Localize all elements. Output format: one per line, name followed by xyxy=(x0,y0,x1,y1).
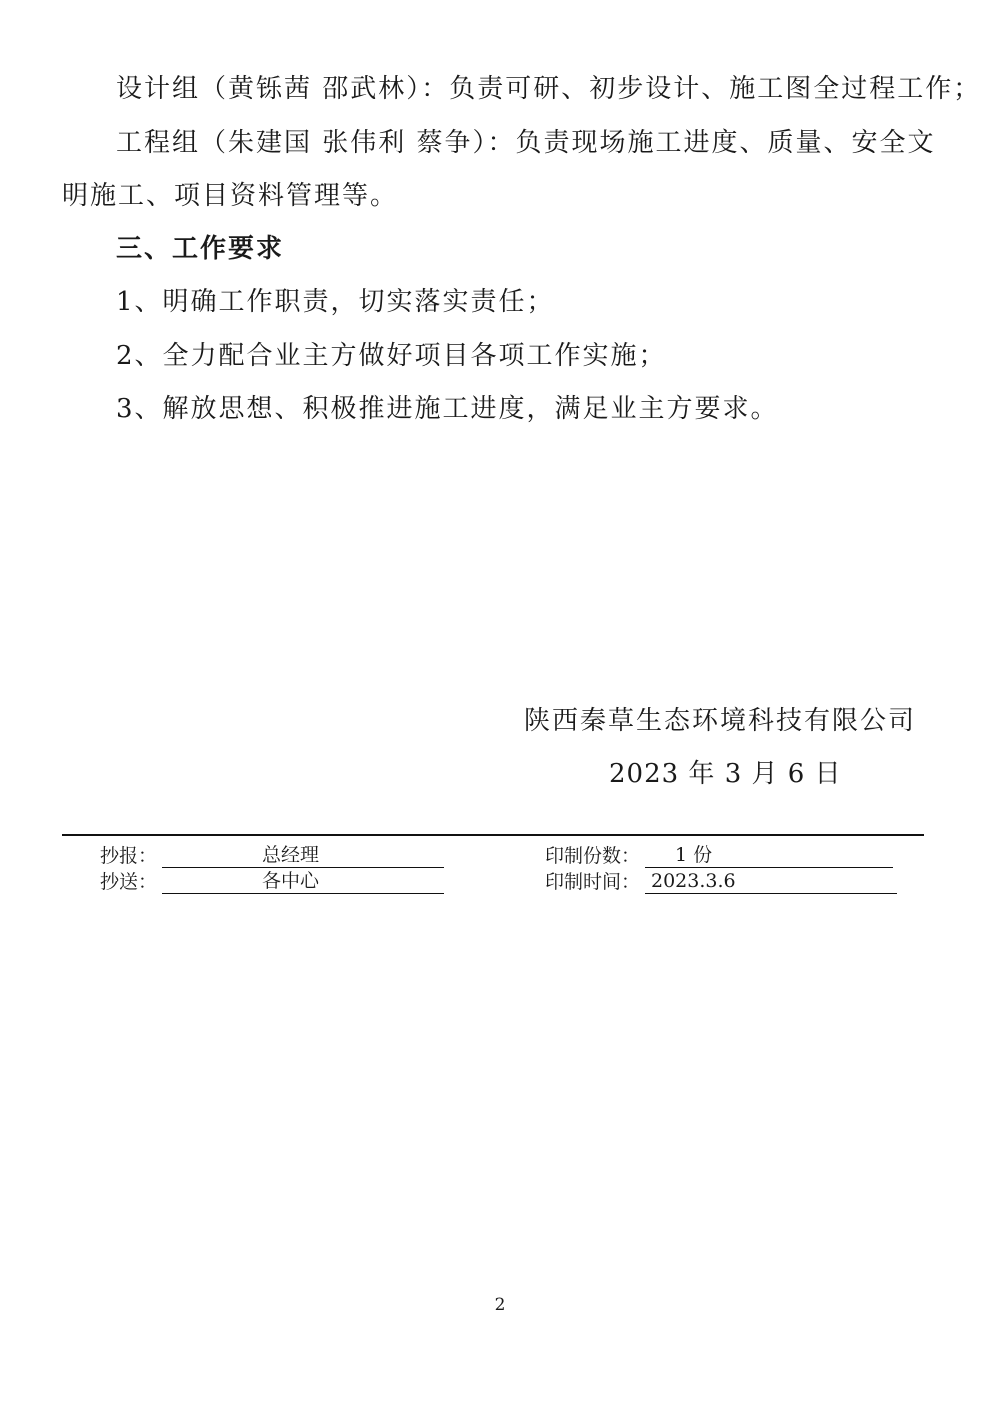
requirement-item-2: 2、全力配合业主方做好项目各项工作实施； xyxy=(116,341,667,371)
distribution-top-rule xyxy=(62,834,924,836)
copies-label: 印制份数： xyxy=(545,845,641,867)
report-to-label: 抄报： xyxy=(100,845,158,867)
copies-text: 1 份 xyxy=(675,844,713,866)
report-to-value xyxy=(162,843,444,868)
print-time-label: 印制时间： xyxy=(545,871,641,893)
copies-value xyxy=(645,843,893,868)
design-group-text: 设计组（黄铄茜 邵武林）：负责可研、初步设计、施工图全过程工作； xyxy=(116,74,982,104)
copy-to-value xyxy=(162,869,444,894)
section-heading: 三、工作要求 xyxy=(116,234,285,264)
requirement-item-1: 1、明确工作职责，切实落实责任； xyxy=(116,287,555,317)
print-time-value xyxy=(645,869,897,894)
report-to-text: 总经理 xyxy=(262,844,320,866)
print-time-text: 2023.3.6 xyxy=(651,870,736,892)
signature-date: 2023 年 3 月 6 日 xyxy=(609,759,842,789)
copy-to-text: 各中心 xyxy=(262,870,320,892)
engineering-group-text-line2: 明施工、项目资料管理等。 xyxy=(62,181,399,211)
engineering-group-text-line1: 工程组（朱建国 张伟利 蔡争）：负责现场施工进度、质量、安全文 xyxy=(116,128,936,158)
copy-to-label: 抄送： xyxy=(100,871,158,893)
signature-company: 陕西秦草生态环境科技有限公司 xyxy=(524,706,917,736)
requirement-item-3: 3、解放思想、积极推进施工进度，满足业主方要求。 xyxy=(116,394,779,424)
page-number: 2 xyxy=(494,1295,506,1315)
